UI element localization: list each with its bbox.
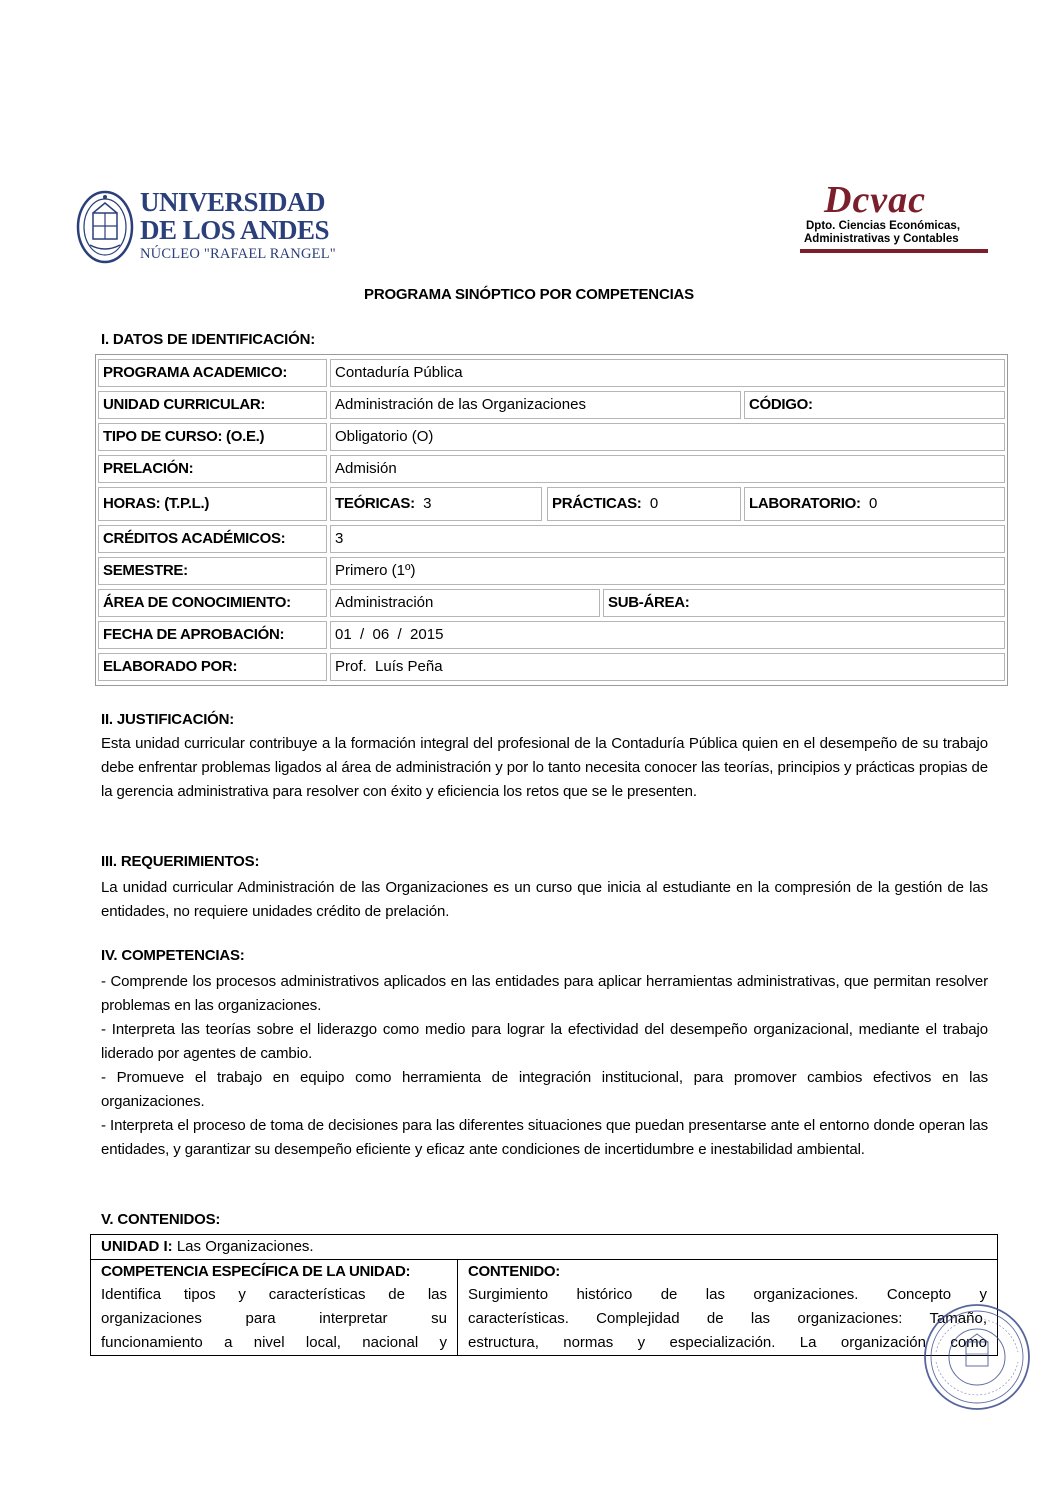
competencia-line: organizaciones para interpretar su bbox=[101, 1310, 447, 1327]
list-item: - Comprende los procesos administrativos aplicados en las entidades para aplicar herramientas administrativas, que permitan resolver problemas en las organizaciones. bbox=[101, 973, 988, 1014]
university-name-line2: DE LOS ANDES bbox=[140, 215, 330, 245]
area-label: ÁREA DE CONOCIMIENTO: bbox=[98, 589, 327, 617]
programa-label: PROGRAMA ACADEMICO: bbox=[98, 359, 327, 387]
table-row bbox=[98, 421, 1005, 453]
laboratorio-value: 0 bbox=[869, 495, 878, 512]
contenido-line: características. Complejidad de las organizaciones: Tamaño, bbox=[468, 1310, 987, 1327]
fecha-label: FECHA DE APROBACIÓN: bbox=[98, 621, 327, 649]
university-name-line1: UNIVERSIDAD bbox=[140, 187, 326, 217]
identification-heading: I. DATOS DE IDENTIFICACIÓN: bbox=[101, 331, 316, 348]
elaborado-value: Prof. Luís Peña bbox=[330, 653, 1005, 681]
university-logo bbox=[76, 187, 336, 267]
contenidos-table bbox=[90, 1234, 998, 1356]
prelacion-label: PRELACIÓN: bbox=[98, 455, 327, 483]
tipo-value: Obligatorio (O) bbox=[330, 423, 1005, 451]
table-row bbox=[98, 453, 1005, 485]
table-row bbox=[98, 389, 1005, 421]
unidad-label: UNIDAD I: bbox=[101, 1238, 173, 1255]
competencia-column bbox=[91, 1260, 458, 1355]
university-campus: NÚCLEO "RAFAEL RANGEL" bbox=[140, 246, 336, 262]
document-title: PROGRAMA SINÓPTICO POR COMPETENCIAS bbox=[364, 286, 694, 303]
creditos-label: CRÉDITOS ACADÉMICOS: bbox=[98, 525, 327, 553]
unidad-value: Administración de las Organizaciones bbox=[330, 391, 741, 419]
contenido-line: estructura, normas y especialización. La organización como bbox=[468, 1334, 987, 1351]
table-row bbox=[98, 587, 1005, 619]
practicas-value: 0 bbox=[649, 495, 659, 512]
table-row bbox=[98, 357, 1005, 389]
contenido-line: Surgimiento histórico de las organizaciones. Concepto y bbox=[468, 1286, 987, 1303]
subarea-label: SUB-ÁREA: bbox=[603, 589, 1005, 617]
competencias-list bbox=[101, 970, 988, 1162]
competencias-heading: IV. COMPETENCIAS: bbox=[101, 947, 245, 964]
requerimientos-text: La unidad curricular Administración de las Organizaciones es un curso que inicia al estudiante en la compresión de la gestión de las entidades, no requiere unidades crédito de prelación. bbox=[101, 879, 988, 920]
unidad-body bbox=[91, 1260, 997, 1355]
horas-label: HORAS: (T.P.L.) bbox=[98, 487, 327, 521]
requerimientos-heading: III. REQUERIMIENTOS: bbox=[101, 853, 260, 870]
laboratorio-cell bbox=[744, 487, 1005, 521]
contenido-header: CONTENIDO: bbox=[468, 1263, 560, 1280]
table-row bbox=[98, 485, 1005, 523]
table-row bbox=[98, 555, 1005, 587]
semestre-label: SEMESTRE: bbox=[98, 557, 327, 585]
list-item: - Interpreta las teorías sobre el liderazgo como medio para lograr la efectividad del desempeño organizacional, mediante el trabajo liderado por agentes de cambio. bbox=[101, 1021, 988, 1062]
unidad-row bbox=[91, 1235, 997, 1260]
department-name-line2: Administrativas y Contables bbox=[804, 233, 959, 245]
department-logo-bar bbox=[800, 249, 988, 253]
department-stamp-icon bbox=[922, 1302, 1032, 1412]
prelacion-value: Admisión bbox=[330, 455, 1005, 483]
unidad-title: Las Organizaciones. bbox=[172, 1238, 314, 1255]
competencia-line: funcionamiento a nivel local, nacional y bbox=[101, 1334, 447, 1351]
department-name-line1: Dpto. Ciencias Económicas, bbox=[806, 220, 961, 232]
contenido-column bbox=[458, 1260, 997, 1355]
identification-table bbox=[95, 354, 1008, 686]
unidad-label: UNIDAD CURRICULAR: bbox=[98, 391, 327, 419]
table-row bbox=[98, 523, 1005, 555]
competencia-line: Identifica tipos y características de las bbox=[101, 1286, 447, 1303]
area-value: Administración bbox=[330, 589, 600, 617]
list-item: - Promueve el trabajo en equipo como herramienta de integración institucional, para promover cambios efectivos en las organizaciones. bbox=[101, 1069, 988, 1110]
list-item: - Interpreta el proceso de toma de decisiones para las diferentes situaciones que puedan presentarse ante el entorno donde operan las entidades, y garantizar su desempeño eficiente y eficaz ante condiciones de incertidumbre e inestabilidad ambiental. bbox=[101, 1117, 988, 1158]
programa-value: Contaduría Pública bbox=[330, 359, 1005, 387]
justificacion-heading: II. JUSTIFICACIÓN: bbox=[101, 711, 235, 728]
contenidos-heading: V. CONTENIDOS: bbox=[101, 1211, 221, 1228]
fecha-value: 01 / 06 / 2015 bbox=[330, 621, 1005, 649]
teoricas-cell bbox=[330, 487, 542, 521]
codigo-label: CÓDIGO: bbox=[744, 391, 1005, 419]
department-logo bbox=[800, 178, 990, 258]
elaborado-label: ELABORADO POR: bbox=[98, 653, 327, 681]
justificacion-text: Esta unidad curricular contribuye a la formación integral del profesional de la Contaduría Pública quien en el desempeño de su trabajo debe enfrentar problemas ligados al área de administración y por lo tanto necesita conocer las teorías, principios y prácticas propias de la gerencia administrativa para resolver con éxito y eficiencia los retos que se le presenten. bbox=[101, 735, 988, 800]
table-row bbox=[98, 651, 1005, 683]
tipo-label: TIPO DE CURSO: (O.E.) bbox=[98, 423, 327, 451]
practicas-label: PRÁCTICAS: bbox=[552, 495, 642, 512]
semestre-value: Primero (1º) bbox=[330, 557, 1005, 585]
teoricas-value: 3 bbox=[423, 495, 432, 512]
competencia-header: COMPETENCIA ESPECÍFICA DE LA UNIDAD: bbox=[101, 1263, 411, 1280]
teoricas-label: TEÓRICAS: bbox=[335, 495, 415, 512]
department-wordmark: Dcvac bbox=[824, 179, 927, 221]
university-seal-icon bbox=[76, 189, 134, 265]
table-row bbox=[98, 619, 1005, 651]
practicas-cell bbox=[547, 487, 741, 521]
creditos-value: 3 bbox=[330, 525, 1005, 553]
laboratorio-label: LABORATORIO: bbox=[749, 495, 861, 512]
